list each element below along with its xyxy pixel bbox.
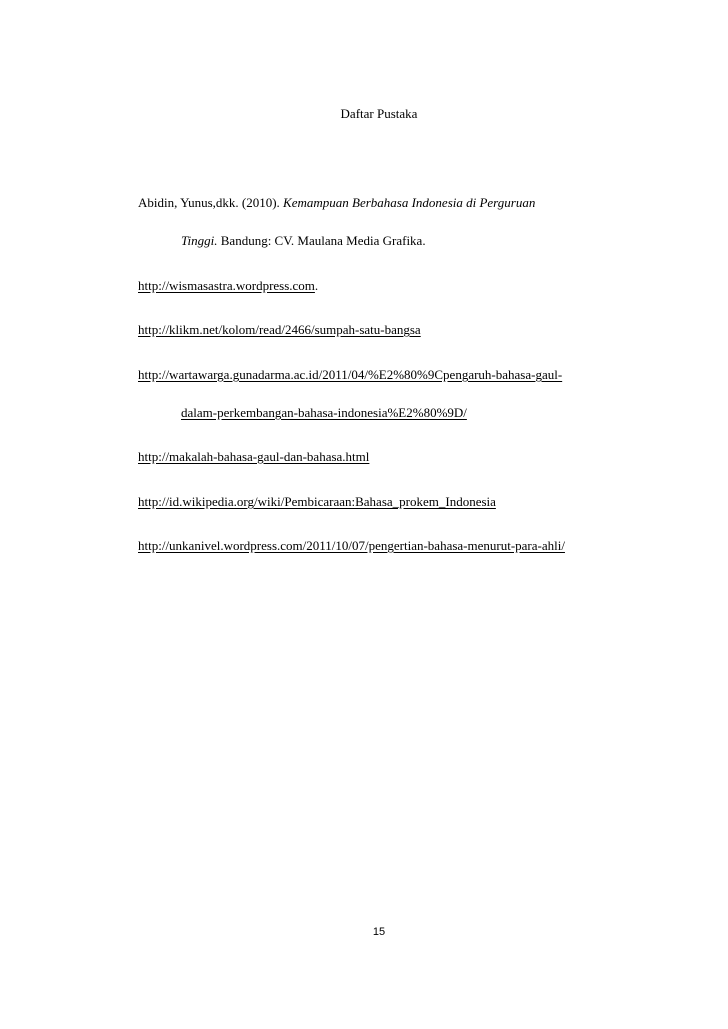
reference-link-wartawarga-cont[interactable]: dalam-perkembangan-bahasa-indonesia%E2%80%9D/	[181, 405, 467, 420]
reference-author-text: Abidin, Yunus,dkk. (2010).	[138, 195, 284, 210]
reference-suffix: .	[314, 278, 319, 293]
reference-publisher-text: Bandung: CV. Maulana Media Grafika.	[217, 233, 426, 248]
reference-link-wikipedia[interactable]: http://id.wikipedia.org/wiki/Pembicaraan:Bahasa_prokem_Indonesia	[138, 494, 496, 509]
reference-klikm	[138, 322, 421, 338]
reference-wismasastra	[138, 278, 318, 294]
reference-wartawarga	[138, 367, 562, 383]
reference-abidin-continued	[181, 233, 426, 249]
reference-book-title-cont: Tinggi.	[181, 233, 218, 248]
reference-link-wismasastra[interactable]: http://wismasastra.wordpress.com	[138, 278, 315, 293]
reference-makalah	[138, 449, 369, 465]
reference-unkanivel	[138, 538, 565, 554]
reference-book-title: Kemampuan Berbahasa Indonesia di Perguruan	[283, 195, 536, 210]
reference-link-wartawarga[interactable]: http://wartawarga.gunadarma.ac.id/2011/04/%E2%80%9Cpengaruh-bahasa-gaul-	[138, 367, 563, 382]
reference-abidin	[138, 195, 535, 211]
reference-wartawarga-continued	[181, 405, 467, 421]
reference-link-klikm[interactable]: http://klikm.net/kolom/read/2466/sumpah-satu-bangsa	[138, 322, 421, 337]
reference-wikipedia	[138, 494, 496, 510]
reference-link-unkanivel[interactable]: http://unkanivel.wordpress.com/2011/10/07/pengertian-bahasa-menurut-para-ahli/	[138, 538, 565, 553]
page-title: Daftar Pustaka	[340, 106, 418, 121]
page-number: 15	[372, 926, 386, 938]
reference-link-makalah[interactable]: http://makalah-bahasa-gaul-dan-bahasa.html	[138, 449, 370, 464]
